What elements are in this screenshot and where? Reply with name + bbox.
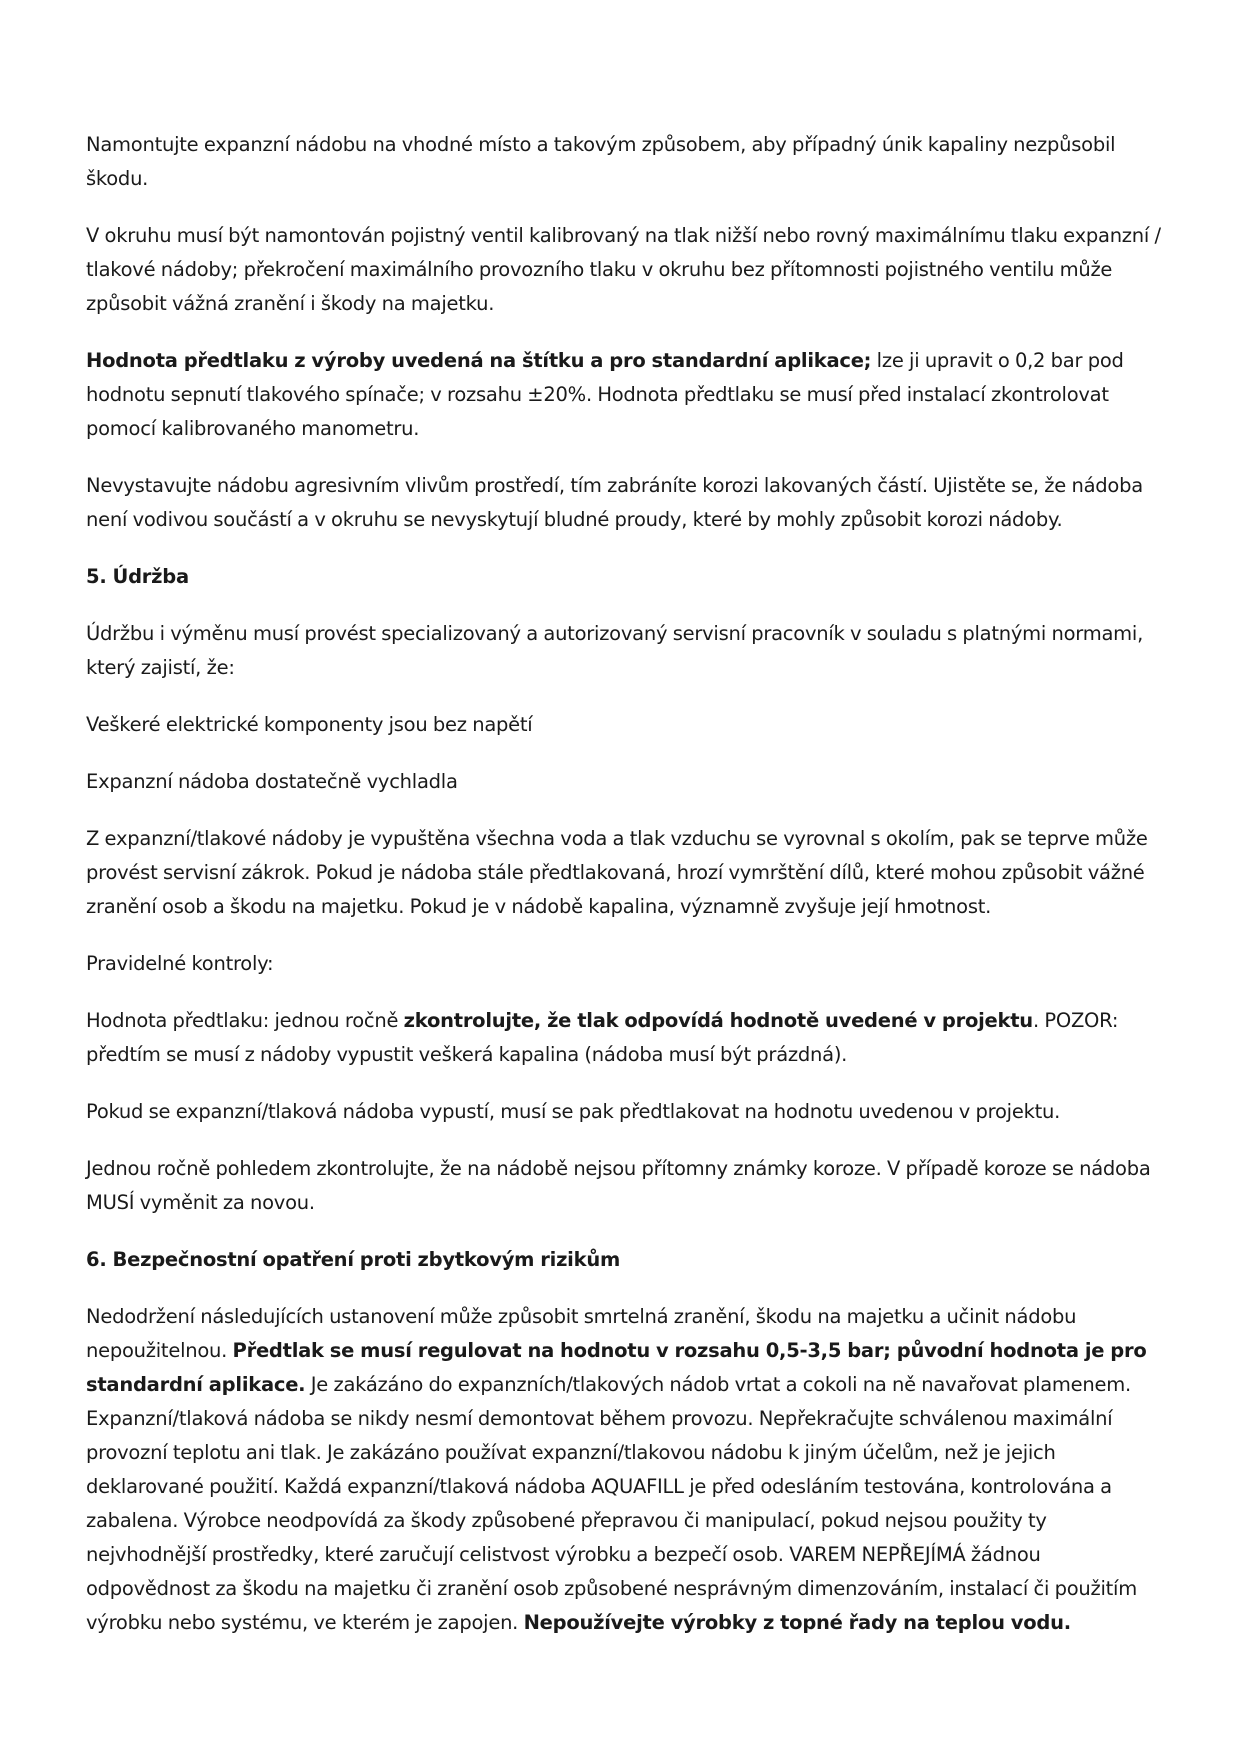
maintenance-condition-cooled: Expanzní nádoba dostatečně vychladla: [86, 770, 458, 793]
check-precharge-bold: zkontrolujte, že tlak odpovídá hodnotě uvedené v projektu: [403, 1009, 1033, 1032]
paragraph-precharge: [86, 344, 1166, 446]
paragraph-safety-valve: V okruhu musí být namontován pojistný ventil kalibrovaný na tlak nižší nebo rovný maximálnímu tlaku expanzní / tlakové nádoby; překročení maximálního provozního tlaku v okruhu bez přítomnosti pojistného ventilu může způsobit vážná zranění i škody na majetku.: [86, 224, 1161, 315]
regular-checks-label: Pravidelné kontroly:: [86, 952, 274, 975]
check-precharge-end: . POZOR: předtím se musí z nádoby vypustit veškerá kapalina (nádoba musí být prázdná).: [86, 1009, 1119, 1066]
document-page: [86, 128, 1166, 1663]
safety-paragraph: [86, 1300, 1166, 1640]
maintenance-intro: Údržbu i výměnu musí provést specializovaný a autorizovaný servisní pracovník v souladu s platnými normami, který zajistí, že:: [86, 622, 1144, 679]
safety-bold-warning: Nepoužívejte výrobky z topné řady na teplou vodu.: [523, 1611, 1071, 1634]
precharge-bold-text: Hodnota předtlaku z výroby uvedená na štítku a pro standardní aplikace;: [86, 349, 872, 372]
precharge-text: lze ji upravit o 0,2 bar pod hodnotu sepnutí tlakového spínače; v rozsahu ±20%. Hodnota předtlaku se musí před instalací zkontrolovat pomocí kalibrovaného manometru.: [86, 349, 1124, 440]
section-heading-safety: 6. Bezpečnostní opatření proti zbytkovým rizikům: [86, 1248, 621, 1271]
maintenance-drain-paragraph: Z expanzní/tlakové nádoby je vypuštěna všechna voda a tlak vzduchu se vyrovnal s okolím, pak se teprve může provést servisní zákrok. Pokud je nádoba stále předtlakovaná, hrozí vymrštění dílů, které mohou způsobit vážné zranění osob a škodu na majetku. Pokud je v nádobě kapalina, významně zvyšuje její hmotnost.: [86, 827, 1148, 918]
paragraph-corrosion: Nevystavujte nádobu agresivním vlivům prostředí, tím zabráníte korozi lakovaných částí. Ujistěte se, že nádoba není vodivou součástí a v okruhu se nevyskytují bludné proudy, které by mohly způsobit korozi nádoby.: [86, 474, 1143, 531]
safety-bold-pressure: Předtlak se musí regulovat na hodnotu v rozsahu 0,5-3,5 bar; původní hodnota je pro standardní aplikace.: [86, 1339, 1147, 1396]
check-repressurize: Pokud se expanzní/tlaková nádoba vypustí, musí se pak předtlakovat na hodnotu uvedenou v projektu.: [86, 1100, 1061, 1123]
paragraph-mounting: Namontujte expanzní nádobu na vhodné místo a takovým způsobem, aby případný únik kapaliny nezpůsobil škodu.: [86, 133, 1116, 190]
check-precharge: [86, 1004, 1166, 1072]
safety-text-start: Nedodržení následujících ustanovení může způsobit smrtelná zranění, škodu na majetku a učinit nádobu nepoužitelnou.: [86, 1305, 1077, 1362]
check-corrosion-visual: Jednou ročně pohledem zkontrolujte, že na nádobě nejsou přítomny známky koroze. V případě koroze se nádoba MUSÍ vyměnit za novou.: [86, 1157, 1151, 1214]
section-heading-maintenance: 5. Údržba: [86, 565, 189, 588]
safety-text-middle: Je zakázáno do expanzních/tlakových nádob vrtat a cokoli na ně navařovat plamenem. Expanzní/tlaková nádoba se nikdy nesmí demontovat během provozu. Nepřekračujte schválenou maximální provozní teplotu ani tlak. Je zakázáno používat expanzní/tlakovou nádobu k jiným účelům, než je jejich deklarované použití. Každá expanzní/tlaková nádoba AQUAFILL je před odesláním testována, kontrolována a zabalena. Výrobce neodpovídá za škody způsobené přepravou či manipulací, pokud nejsou použity ty nejvhodnější prostředky, které zaručují celistvost výrobku a bezpečí osob. VAREM NEPŘEJÍMÁ žádnou odpovědnost za škodu na majetku či zranění osob způsobené nesprávným dimenzováním, instalací či použitím výrobku nebo systému, ve kterém je zapojen.: [86, 1373, 1137, 1634]
maintenance-condition-electrical: Veškeré elektrické komponenty jsou bez napětí: [86, 713, 533, 736]
check-precharge-start: Hodnota předtlaku: jednou ročně: [86, 1009, 404, 1032]
